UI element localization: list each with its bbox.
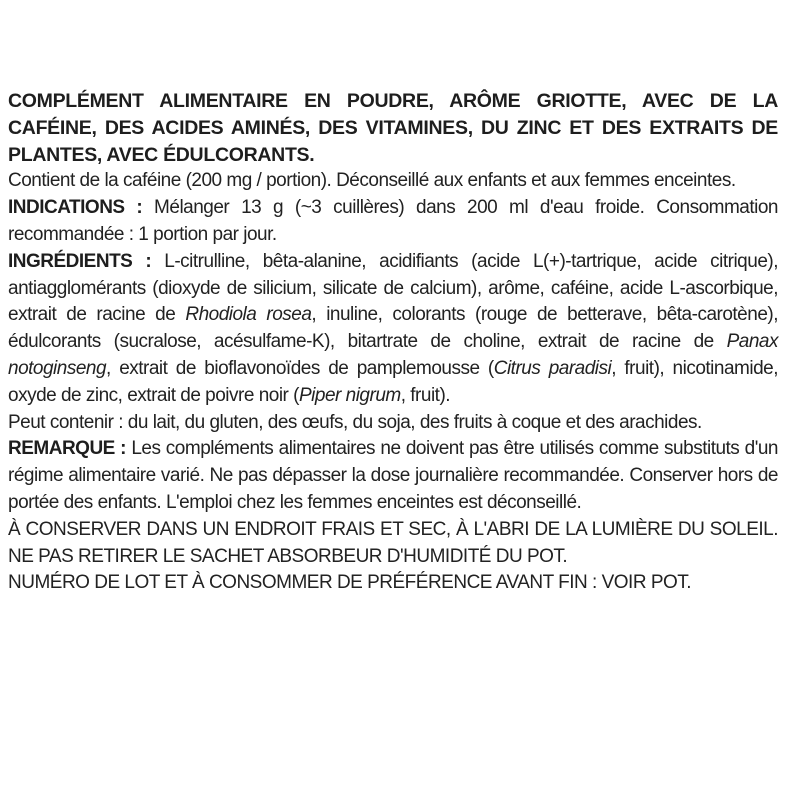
lot-number-notice: NUMÉRO DE LOT ET À CONSOMMER DE PRÉFÉRENCE AVANT FIN : VOIR POT. <box>8 572 692 594</box>
ingredients-section <box>8 249 778 410</box>
storage-instructions: À CONSERVER DANS UN ENDROIT FRAIS ET SEC, À L'ABRI DE LA LUMIÈRE DU SOLEIL. NE PAS RETIRER LE SACHET ABSORBEUR D'HUMIDITÉ DU POT. <box>8 518 778 567</box>
ingredient-latin-name: Panax notoginseng <box>8 331 778 379</box>
indications-section <box>8 195 778 249</box>
ingredients-text: , fruit), nicotinamide, oxyde de zinc, extrait de poivre noir ( <box>8 357 779 406</box>
indications-label: INDICATIONS : <box>8 197 143 219</box>
ingredient-latin-name: Rhodiola rosea <box>185 304 312 326</box>
ingredient-latin-name: Citrus paradisi <box>493 357 612 379</box>
ingredients-text: L-citrulline, bêta-alanine, acidifiants (acide L(+)-tartrique, acide citrique), antiagglomérants (dioxyde de silicium, silicate de calcium), arôme, caféine, acide L-ascorbique, extrait de racine de <box>8 250 778 326</box>
indications-text: Mélanger 13 g (~3 cuillères) dans 200 ml d'eau froide. Consommation recommandée : 1 portion par jour. <box>8 197 778 245</box>
ingredients-text: , inuline, colorants (rouge de betterave, bêta-carotène), édulcorants (sucralose, acésulfame-K), bitartrate de choline, extrait de racine de <box>8 304 778 353</box>
allergens-notice: Peut contenir : du lait, du gluten, des œufs, du soja, des fruits à coque et des arachides. <box>8 411 702 433</box>
remark-section <box>8 436 778 516</box>
product-title: COMPLÉMENT ALIMENTAIRE EN POUDRE, ARÔME GRIOTTE, AVEC DE LA CAFÉINE, DES ACIDES AMINÉS, DES VITAMINES, DU ZINC ET DES EXTRAITS DE PLANTES, AVEC ÉDULCORANTS. <box>8 90 778 166</box>
remark-text: Les compléments alimentaires ne doivent pas être utilisés comme substituts d'un régime alimentaire varié. Ne pas dépasser la dose journalière recommandée. Conserver hors de portée des enfants. L'emploi chez les femmes enceintes est déconseillé. <box>8 438 778 513</box>
ingredient-latin-name: Piper nigrum <box>299 384 401 406</box>
ingredients-text: , fruit). <box>400 384 451 406</box>
remark-label: REMARQUE : <box>8 438 126 460</box>
ingredients-text: , extrait de bioflavonoïdes de pamplemousse ( <box>106 357 494 379</box>
caffeine-warning: Contient de la caféine (200 mg / portion). Déconseillé aux enfants et aux femmes enceintes. <box>8 170 736 192</box>
ingredients-label: INGRÉDIENTS : <box>8 250 152 272</box>
label-text-block <box>8 88 778 597</box>
